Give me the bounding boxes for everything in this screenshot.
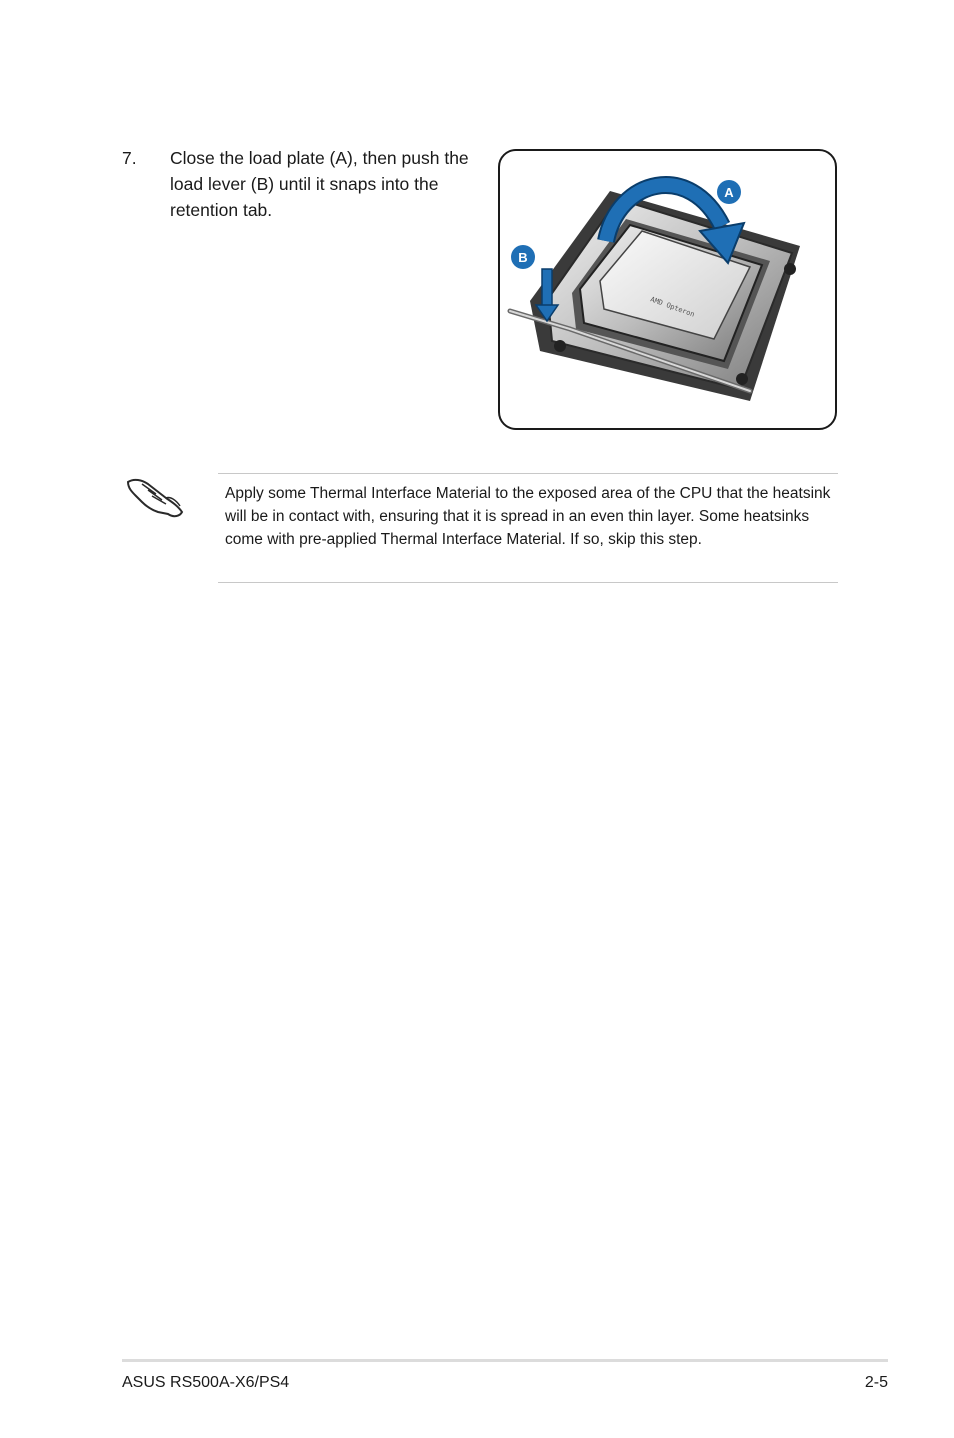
hand-note-icon [126, 472, 186, 522]
svg-text:A: A [724, 185, 734, 200]
callout-b [511, 245, 535, 269]
cpu-socket-figure [498, 149, 837, 430]
note-text: Apply some Thermal Interface Material to the exposed area of the CPU that the heatsink will be in contact with, ensuring that it is spread in an even thin layer. Some heatsinks come with pre-applied Thermal Interface Material. If so, skip this step. [225, 485, 831, 548]
footer-page-number: 2-5 [864, 1374, 888, 1391]
footer-product-name: ASUS RS500A-X6/PS4 [122, 1374, 290, 1391]
cpu-socket-illustration [500, 151, 835, 428]
footer-divider [122, 1359, 888, 1362]
svg-text:B: B [518, 250, 528, 265]
note-box [218, 473, 838, 583]
callout-a [717, 180, 741, 204]
step-number: 7. [122, 148, 137, 168]
step-text: Close the load plate (A), then push the load lever (B) until it snaps into the retention tab. [170, 148, 469, 220]
svg-text:AMD Opteron: AMD Opteron [649, 295, 696, 319]
